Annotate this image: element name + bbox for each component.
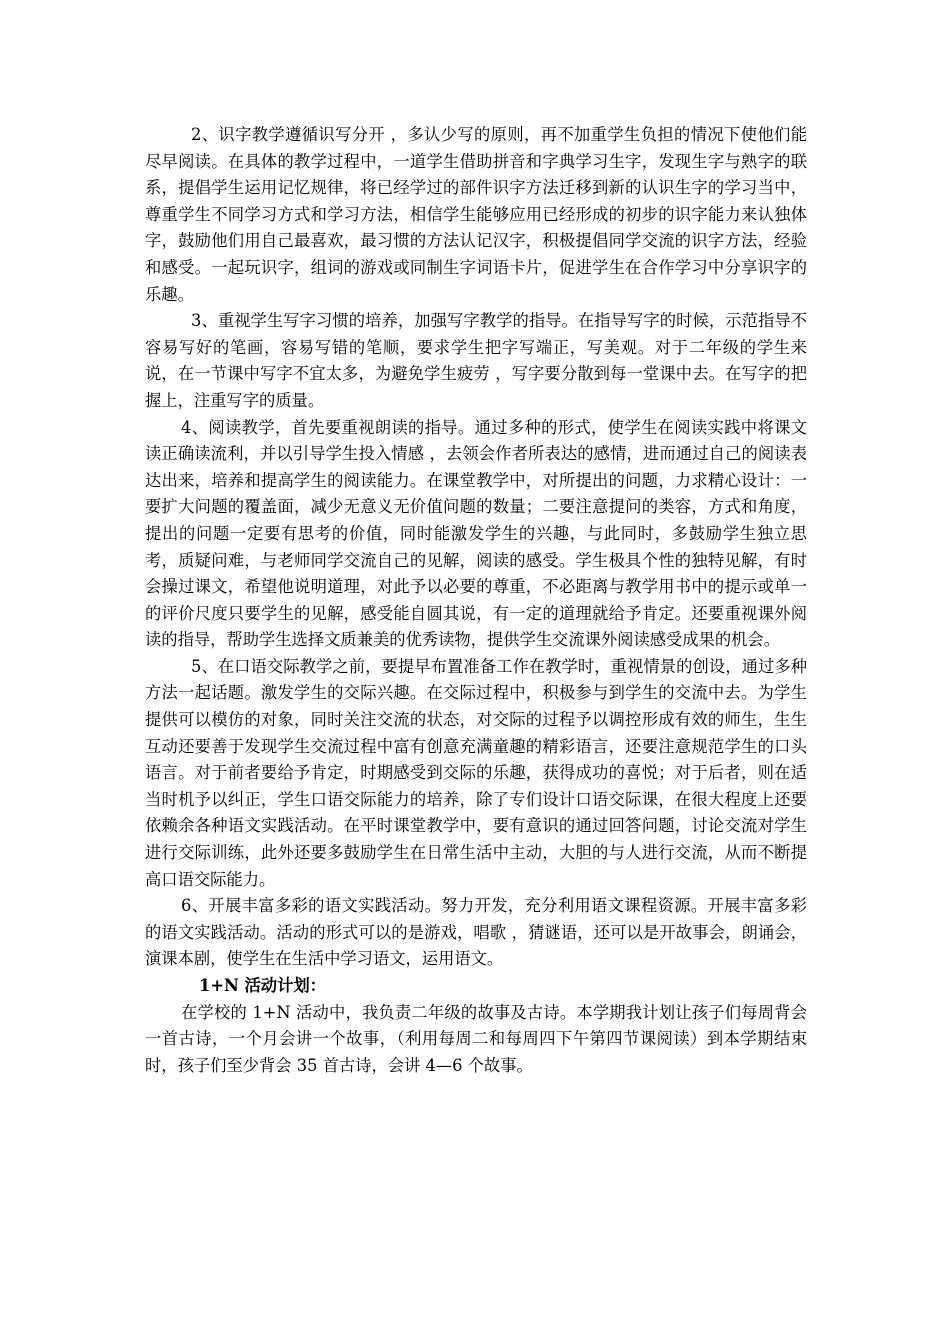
paragraph-activity-plan: 在学校的 1+N 活动中，我负责二年级的故事及古诗。本学期我计划让孩子们每周背会一首古诗，一个月会讲一个故事，（利用每周二和每周四下午第四节课阅读）到本学期结束时，孩子们至少背会 35 首古诗，会讲 4—6 个故事。 bbox=[145, 1002, 807, 1075]
paragraph-oral-communication: 5、在口语交际教学之前，要提早布置准备工作在教学时，重视情景的创设，通过多种方法一起话题。激发学生的交际兴趣。在交际过程中，积极参与到学生的交流中去。为学生提供可以模仿的对象，同时关注交流的状态，对交际的过程予以调控形成有效的师生，生生互动还要善于发现学生交流过程中富有创意充满童趣的精彩语言，还要注意规范学生的口头语言。对于前者要给予肯定，时期感受到交际的乐趣，获得成功的喜悦；对于后者，则在适当时机予以纠正，学生口语交际能力的培养，除了专们设计口语交际课，在很大程度上还要依赖余各种语文实践活动。在平时课堂教学中，要有意识的通过回答问题，讨论交流对学生进行交际训练，此外还要多鼓励学生在日常生活中主动，大胆的与人进行交流，从而不断提高口语交际能力。 bbox=[145, 656, 807, 889]
paragraph-practice-activities: 6、开展丰富多彩的语文实践活动。努力开发，充分利用语文课程资源。开展丰富多彩的语文实践活动。活动的形式可以的是游戏，唱歌 ，猜谜语，还可以是开故事会，朗诵会，演课本剧，使学生在生活中学习语文，运用语文。 bbox=[145, 896, 807, 969]
paragraph-literacy: 2、识字教学遵循识写分开 ，多认少写的原则，再不加重学生负担的情况下使他们能尽早阅读。在具体的教学过程中，一道学生借助拼音和字典学习生字，发现生字与熟字的联系，提倡学生运用记忆规律，将已经学过的部件识字方法迁移到新的认识生字的学习当中，尊重学生不同学习方式和学习方法，相信学生能够应用已经形成的初步的识字能力来认独体字，鼓励他们用自己最喜欢，最习惯的方法认记汉字，积极提倡同学交流的识字方法，经验和感受。一起玩识字，组词的游戏或同制生字词语卡片，促进学生在合作学习中分享识字的乐趣。 bbox=[145, 125, 807, 304]
paragraph-writing: 3、重视学生写字习惯的培养，加强写字教学的指导。在指导写字的时候，示范指导不容易写好的笔画，容易写错的笔顺，要求学生把字写端正，写美观。对于二年级的学生来说，在一节课中写字不宜太多，为避免学生疲劳 ，写字要分散到每一堂课中去。在写字的把握上，注重写字的质量。 bbox=[145, 311, 807, 410]
section-heading: 1+N 活动计划： bbox=[199, 976, 326, 995]
document-page bbox=[145, 122, 807, 1079]
paragraph-reading: 4、阅读教学，首先要重视朗读的指导。通过多种的形式，使学生在阅读实践中将课文读正确读流利，并以引导学生投入情感 ，去领会作者所表达的感情，进而通过自己的阅读表达出来，培养和提高学生的阅读能力。在课堂教学中，对所提出的问题，力求精心设计：一要扩大问题的覆盖面，减少无意义无价值问题的数量；二要注意提问的类容，方式和角度，提出的问题一定要有思考的价值，同时能激发学生的兴趣，与此同时，多鼓励学生独立思考，质疑问难，与老师同学交流自己的见解，阅读的感受。学生极具个性的独特见解，有时会操过课文，希望他说明道理，对此予以必要的尊重，不必距离与教学用书中的提示或单一的评价尺度只要学生的见解，感受能自圆其说，有一定的道理就给予肯定。还要重视课外阅读的指导，帮助学生选择文质兼美的优秀读物，提供学生交流课外阅读感受成果的机会。 bbox=[145, 417, 807, 650]
